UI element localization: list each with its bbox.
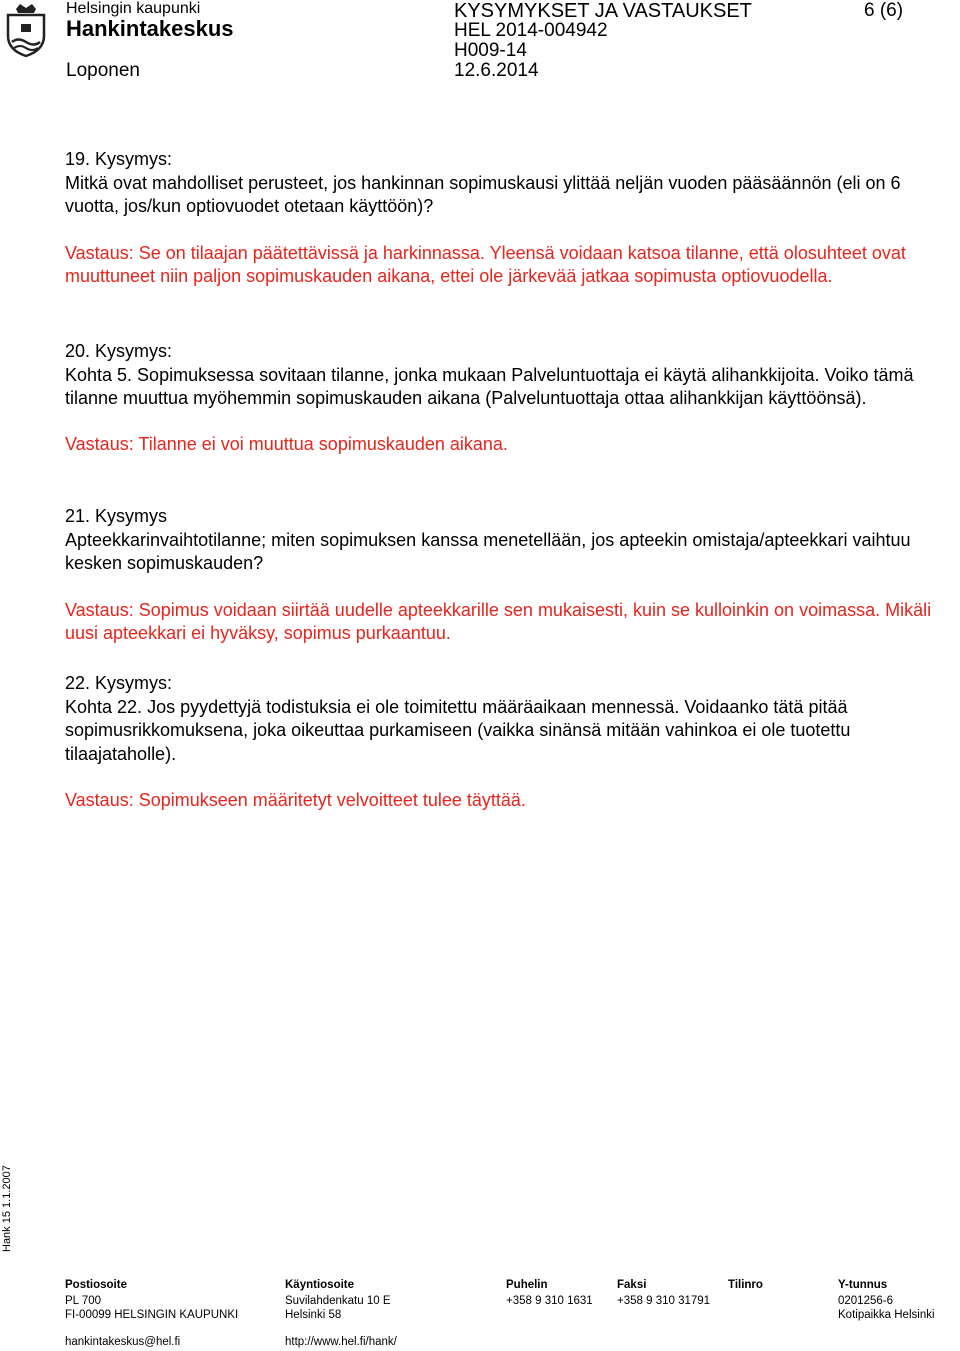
business-id: 0201256-6 xyxy=(838,1295,893,1307)
organization-name: Helsingin kaupunki xyxy=(66,0,201,17)
postal-box: PL 700 xyxy=(65,1295,102,1307)
page-number: 6 (6) xyxy=(864,0,904,21)
question-label: 19. Kysymys: xyxy=(65,149,173,169)
business-id-label: Y-tunnus xyxy=(838,1279,888,1291)
question-text: Kohta 5. Sopimuksessa sovitaan tilanne, jonka mukaan Palveluntuottaja ei käytä alihankkijoita. Voiko tämä tilanne muuttua myöhemmin sopimuskauden aikana (Palveluntuottaja ottaa alihankkijan käyttöönsä). xyxy=(65,364,914,408)
qa-item-20 xyxy=(65,340,945,456)
document-reference: HEL 2014-004942 xyxy=(454,20,608,41)
question-text: Kohta 22. Jos pyydettyjä todistuksia ei ole toimitettu määräaikaan mennessä. Voidaanko tätä pitää sopimusrikkomuksena, joka oikeuttaa purkamiseen (vaikka sinänsä mitään vahinkoa ei ole tuotettu tilaajataholle). xyxy=(65,696,851,764)
postal-city: FI-00099 HELSINGIN KAUPUNKI xyxy=(65,1309,239,1321)
question-text: Apteekkarinvaihtotilanne; miten sopimuksen kanssa menetellään, jos apteekin omistaja/apteekkari vaihtuu kesken sopimuskauden? xyxy=(65,529,911,573)
document-code: H009-14 xyxy=(454,40,527,61)
answer-text: Vastaus: Sopimukseen määritetyt velvoitteet tulee täyttää. xyxy=(65,790,526,810)
phone-number: +358 9 310 1631 xyxy=(506,1295,593,1307)
fax-number: +358 9 310 31791 xyxy=(617,1295,711,1307)
answer-text: Vastaus: Tilanne ei voi muuttua sopimuskauden aikana. xyxy=(65,433,508,454)
question-label: 22. Kysymys: xyxy=(65,673,173,693)
document-date: 12.6.2014 xyxy=(454,60,539,81)
qa-item-22 xyxy=(65,672,945,813)
qa-item-21 xyxy=(65,505,945,646)
account-label: Tilinro xyxy=(728,1279,763,1291)
fax-label: Faksi xyxy=(617,1279,647,1291)
department-name: Hankintakeskus xyxy=(66,16,234,41)
visiting-address-label: Käyntiosoite xyxy=(285,1279,355,1291)
answer-text: Vastaus: Sopimus voidaan siirtää uudelle apteekkarille sen mukaisesti, kuin se kulloinkin on voimassa. Mikäli uusi apteekkari ei hyväksy, sopimus purkaantuu. xyxy=(65,599,932,643)
question-label: 21. Kysymys xyxy=(65,506,168,526)
helsinki-crest-logo xyxy=(4,2,48,58)
visiting-street: Suvilahdenkatu 10 E xyxy=(285,1295,391,1307)
question-label: 20. Kysymys: xyxy=(65,341,173,361)
document-title: KYSYMYKSET JA VASTAUKSET xyxy=(454,0,752,22)
visiting-city: Helsinki 58 xyxy=(285,1309,342,1321)
answer-text: Vastaus: Se on tilaajan päätettävissä ja harkinnassa. Yleensä voidaan katsoa tilanne, että olosuhteet ovat muuttuneet niin paljon sopimuskauden aikana, ettei ole järkevää jatkaa sopimusta optiovuodella. xyxy=(65,242,906,286)
domicile: Kotipaikka Helsinki xyxy=(838,1309,935,1321)
phone-label: Puhelin xyxy=(506,1279,548,1291)
form-code: Hank 15 1.1.2007 xyxy=(1,1165,13,1252)
author-name: Loponen xyxy=(66,60,140,81)
postal-address-label: Postiosoite xyxy=(65,1279,127,1291)
qa-item-19 xyxy=(65,148,945,289)
website-link[interactable]: http://www.hel.fi/hank/ xyxy=(285,1336,397,1348)
email-link[interactable]: hankintakeskus@hel.fi xyxy=(65,1336,181,1348)
question-text: Mitkä ovat mahdolliset perusteet, jos hankinnan sopimuskausi ylittää neljän vuoden pääsäännön (eli on 6 vuotta, jos/kun optiovuodet otetaan käyttöön)? xyxy=(65,172,901,216)
